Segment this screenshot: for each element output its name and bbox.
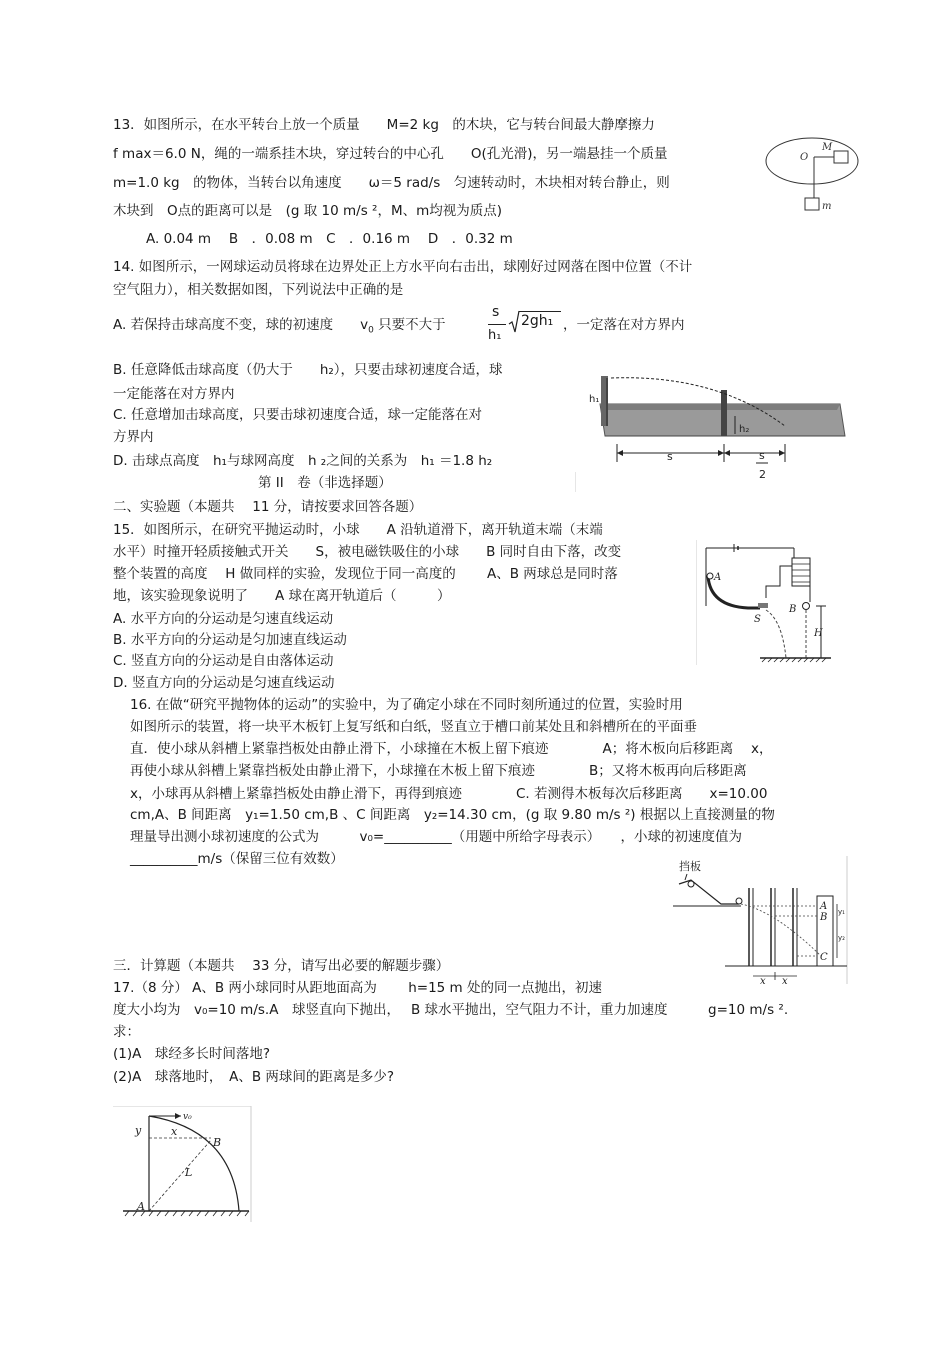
q15-line4: 地，该实验现象说明了 A 球在离开轨道后（ ）	[113, 588, 451, 604]
q13-fig-m-small-label: m	[822, 201, 832, 212]
q13-fig-o-label: O	[800, 152, 809, 163]
q15-apparatus-figure	[696, 540, 836, 665]
q16-line2: 如图所示的装置，将一块平木板钉上复写纸和白纸，竖直立于槽口前某处且和斜槽所在的平面垂	[130, 719, 697, 735]
q16-line1: 16. 在做“研究平抛物体的运动”的实验中，为了确定小球在不同时刻所通过的位置，实验时用	[130, 697, 683, 713]
q15-fig-b: B	[789, 604, 797, 615]
q14-line1: 14. 如图所示，一网球运动员将球在边界处正上方水平向右击出，球刚好过网落在图中位置（不计	[113, 259, 693, 275]
q16-line5: x，小球再从斜槽上紧靠挡板处由静止滑下，再得到痕迹 C. 若测得木板每次后移距离 x=10.00	[130, 786, 768, 802]
q14-sqrt-overline	[519, 311, 561, 312]
q16-fig-baffle: 挡板	[679, 860, 701, 873]
q14-fig-s2-bottom: 2	[759, 468, 766, 481]
q14-option-d: D. 击球点高度 h₁与球网高度 h ₂之间的关系为 h₁ ＝1.8 h₂	[113, 453, 493, 469]
q15-fig-s: S	[754, 614, 761, 625]
section2-title: 二、实验题（本题共 11 分，请按要求回答各题）	[113, 499, 423, 515]
q17-line2: 度大小均为 v₀=10 m/s.A 球竖直向下抛出， B 球水平抛出，空气阻力不计，重力加速度 g=10 m/s ².	[113, 1002, 789, 1018]
q13-turntable-figure	[762, 134, 872, 224]
q17-fig-a: A	[137, 1200, 145, 1213]
q17-fig-l: L	[185, 1166, 193, 1179]
q14-line2: 空气阻力），相关数据如图，下列说法中正确的是	[113, 282, 404, 298]
q16-fig-a: A	[820, 901, 828, 912]
q17-line5: (2)A 球落地时， A、B 两球间的距离是多少?	[113, 1069, 395, 1085]
q16-line3: 直．使小球从斜槽上紧靠挡板处由静止滑下，小球撞在木板上留下痕迹 A；将木板向后移距离 x，	[130, 741, 773, 757]
section3-title: 三．计算题（本题共 33 分，请写出必要的解题步骤）	[113, 958, 450, 974]
q13-line2: f max＝6.0 N，绳的一端系挂木块，穿过转台的中心孔 O(孔光滑)，另一端悬挂一个质量	[113, 146, 668, 162]
q16-line4: 再使小球从斜槽上紧靠挡板处由静止滑下，小球撞在木板上留下痕迹 B；又将木板再向后移距离	[130, 763, 747, 779]
q14-option-c2: 方界内	[113, 429, 154, 445]
q13-line4: 木块到 O点的距离可以是 (g 取 10 m/s ²，M、m均视为质点)	[113, 203, 503, 219]
q15-option-d: D. 竖直方向的分运动是匀速直线运动	[113, 675, 335, 691]
q14-option-a-pre: A. 若保持击球高度不变，球的初速度 v	[113, 317, 369, 333]
q15-option-a: A. 水平方向的分运动是匀速直线运动	[113, 611, 334, 627]
q14-fig-s2-top: s	[759, 449, 765, 462]
q17-fig-x: x	[171, 1125, 178, 1138]
q14-fig-h2: h₂	[739, 424, 750, 435]
q16-line7: 理量导出测小球初速度的公式为 v₀=__________（用题中所给字母表示） ，小球的初速度值为	[130, 829, 742, 845]
part2-title: 第 II 卷（非选择题）	[258, 475, 392, 491]
q14-frac-line	[488, 324, 506, 325]
q16-line6: cm,A、B 间距离 y₁=1.50 cm,B 、C 间距离 y₂=14.30 cm，(g 取 9.80 m/s ²) 根据以上直接测量的物	[130, 807, 775, 823]
q14-option-b1: B. 任意降低击球高度（仍大于 h₂），只要击球初速度合适，球	[113, 362, 503, 378]
q17-fig-v0: v₀	[183, 1112, 192, 1122]
q16-line8: __________m/s（保留三位有效数）	[130, 851, 344, 867]
q16-fig-x1: x	[760, 976, 766, 984]
q14-option-a-mid: 只要不大于	[373, 317, 446, 333]
q15-fig-h: H	[814, 628, 823, 639]
q17-line3: 求：	[113, 1024, 140, 1040]
q13-options: A. 0.04 m B ．0.08 m C ．0.16 m D ．0.32 m	[146, 231, 513, 247]
q16-fig-b: B	[820, 912, 828, 923]
q17-line1: 17.（8 分） A、B 两小球同时从距地面高为 h=15 m 处的同一点抛出，初速	[113, 980, 602, 996]
q14-fig-h1: h₁	[589, 394, 600, 405]
q14-option-c1: C. 任意增加击球高度，只要击球初速度合适，球一定能落在对	[113, 407, 483, 423]
q14-fig-s: s	[667, 450, 673, 463]
q17-fig-b: B	[213, 1136, 222, 1149]
q15-option-c: C. 竖直方向的分运动是自由落体运动	[113, 653, 334, 669]
q15-option-b: B. 水平方向的分运动是匀加速直线运动	[113, 632, 347, 648]
q15-fig-a: A	[714, 572, 722, 583]
q13-line1: 13．如图所示，在水平转台上放一个质量 M=2 kg 的木块，它与转台间最大静摩擦力	[113, 117, 655, 133]
q15-line1: 15．如图所示，在研究平抛运动时，小球 A 沿轨道滑下，离开轨道末端（末端	[113, 522, 603, 538]
q14-frac-bottom: h₁	[488, 328, 502, 343]
q16-apparatus-figure	[665, 856, 850, 984]
q17-fig-y: y	[135, 1124, 142, 1137]
q16-fig-c: C	[820, 952, 828, 963]
q16-fig-x2: x	[782, 976, 788, 984]
q17-line4: (1)A 球经多长时间落地?	[113, 1046, 271, 1062]
q13-fig-m-big-label: M	[822, 142, 833, 153]
q16-fig-y2: y₂	[838, 934, 845, 942]
q14-option-a-sub: 0	[368, 325, 374, 336]
q14-sqrt-content: 2gh₁	[521, 313, 554, 329]
q15-line3: 整个装置的高度 H 做同样的实验，发现位于同一高度的 A、B 两球总是同时落	[113, 566, 618, 582]
q15-line2: 水平）时撞开轻质接触式开关 S，被电磁铁吸住的小球 B 同时自由下落，改变	[113, 544, 622, 560]
q14-tennis-figure	[575, 364, 855, 492]
q14-option-a	[113, 316, 446, 340]
q17-trajectory-figure	[113, 1106, 255, 1222]
q14-formula	[488, 302, 570, 346]
q14-option-b2: 一定能落在对方界内	[113, 386, 235, 402]
q13-line3: m=1.0 kg 的物体，当转台以角速度 ω＝5 rad/s 匀速转动时，木块相对转台静止，则	[113, 175, 670, 191]
q14-option-a-post: ，一定落在对方界内	[563, 317, 685, 333]
q16-fig-y1: y₁	[838, 908, 845, 916]
q14-frac-top: s	[492, 304, 500, 320]
